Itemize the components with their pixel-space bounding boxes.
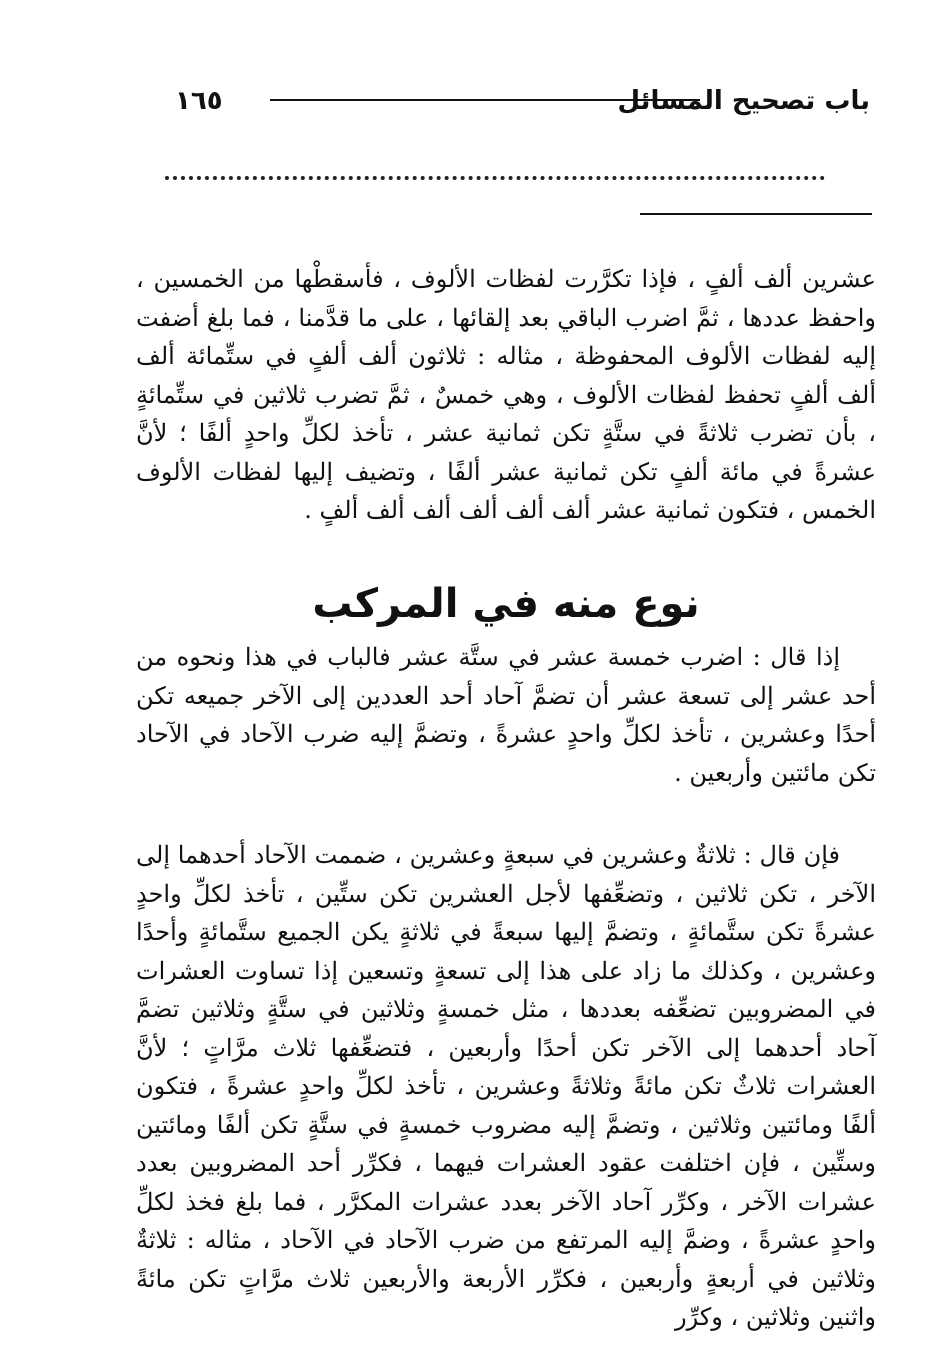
dotted-separator bbox=[165, 176, 825, 180]
header-rule bbox=[270, 99, 700, 101]
paragraph-continuation: عشرين ألف ألفٍ ، فإذا تكرَّرت لفظات الألوف ، فأسقطْها من الخمسين ، واحفظ عددها ، ثمَّ اضرب الباقي بعد إلقائها ، على ما قدَّمنا ، فما بلغ أضفت إليه لفظات الألوف المحفوظة ، مثاله : ثلاثون ألف ألفٍ في ستِّمائة ألف ألف ألفٍ تحفظ لفظات الألوف ، وهي خمسٌ ، ثمَّ تضرب ثلاثين في ستِّمائةٍ ، بأن تضرب ثلاثةً في ستَّةٍ تكن ثمانية عشر ، تأخذ لكلِّ واحدٍ ألفًا ؛ لأنَّ عشرةً في مائة ألفٍ تكن ثمانية عشر ألفًا ، وتضيف إليها لفظات الألوف الخمس ، فتكون ثمانية عشر ألف ألف ألف ألف ألف ألفٍ . bbox=[136, 265, 876, 524]
chapter-title: باب تصحيح المسائل bbox=[617, 86, 870, 116]
page-header bbox=[175, 78, 870, 124]
paragraph-extended-example: فإن قال : ثلاثةٌ وعشرين في سبعةٍ وعشرين ، ضممت الآحاد أحدهما إلى الآخر ، تكن ثلاثين ، وتضعِّفها لأجل العشرين تكن ستِّين ، تأخذ لكلِّ واحدٍ عشرةً تكن ستَّمائةٍ ، وتضمَّ إليها سبعةً في ثلاثةٍ يكن الجميع ستَّمائةٍ وأحدًا وعشرين ، وكذلك ما زاد على هذا إلى تسعةٍ وتسعين إذا تساوت العشرات في المضروبين تضعِّفه بعددها ، مثل خمسةٍ وثلاثين في ستَّةٍ وثلاثين تضمَّ آحاد أحدهما إلى الآخر تكن أحدًا وأربعين ، فتضعِّفها ثلاث مرَّاتٍ ؛ لأنَّ العشرات ثلاثٌ تكن مائةً وثلاثةً وعشرين ، تأخذ لكلِّ واحدٍ عشرةً ، فتكون ألفًا ومائتين وثلاثين ، وتضمَّ إليه مضروب خمسةٍ في ستَّةٍ تكن ألفًا ومائتين وستِّين ، فإن اختلفت عقود العشرات فيهما ، فكرِّر أحد المضروبين بعدد عشرات الآخر ، وكرِّر آحاد الآخر بعدد عشرات المكرَّر ، فما بلغ فخذ لكلِّ واحدٍ عشرةً ، وضمَّ إليه المرتفع من ضرب الآحاد في الآحاد ، مثاله : ثلاثةٌ وثلاثين في أربعةٍ وأربعين ، فكرِّر الأربعة والأربعين ثلاث مرَّاتٍ تكن مائةً واثنين وثلاثين ، وكرِّر bbox=[136, 841, 877, 1331]
page-number: ١٦٥ bbox=[175, 86, 223, 116]
paragraph-composite-example: إذا قال : اضرب خمسة عشر في ستَّة عشر فالباب في هذا ونحوه من أحد عشر إلى تسعة عشر أن تضمَّ آحاد أحد العددين إلى الآخر جميعه تكن أحدًا وعشرين ، تأخذ لكلِّ واحدٍ عشرةً ، وتضمَّ إليه ضرب الآحاد في الآحاد تكن مائتين وأربعين . bbox=[136, 643, 876, 787]
short-divider-rule bbox=[640, 213, 872, 215]
section-heading: نوع منه في المركب bbox=[312, 581, 700, 628]
